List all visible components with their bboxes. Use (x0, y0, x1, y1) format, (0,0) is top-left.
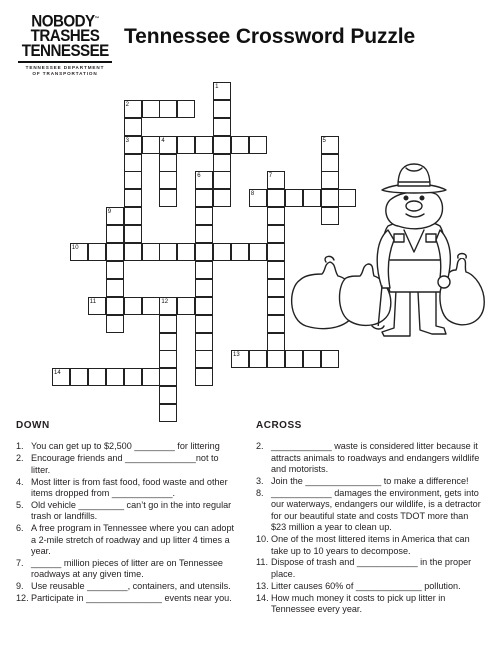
clue-text: Old vehicle _________ can’t go in the into regular trash or landfills. (31, 499, 232, 522)
down-clue (16, 453, 238, 476)
across-clue (256, 593, 482, 616)
crossword-cell (177, 297, 195, 315)
clue-number: 10 (71, 245, 79, 251)
clue-text: You can get up to $2,500 ________ for littering (31, 441, 220, 452)
down-clue (16, 581, 238, 592)
crossword-cell (142, 100, 160, 118)
crossword-cell (106, 225, 124, 243)
crossword-cell (124, 154, 142, 172)
clue-text: Participate in _______________ events near you. (31, 593, 232, 604)
crossword-cell (195, 333, 213, 351)
down-clue (16, 500, 238, 523)
crossword-cell (159, 100, 177, 118)
crossword-cell (195, 279, 213, 297)
clue-number-label: 2. (16, 453, 24, 464)
crossword-cell (159, 333, 177, 351)
crossword-cell (124, 118, 142, 136)
crossword-cell (177, 100, 195, 118)
crossword-cell (106, 243, 124, 261)
clue-text: Use reusable ________, containers, and utensils. (31, 581, 231, 592)
clue-number-label: 11. (256, 557, 268, 568)
crossword-cell (267, 189, 285, 207)
down-heading: DOWN (16, 420, 50, 431)
crossword-cell (195, 261, 213, 279)
clue-number: 11 (89, 298, 97, 305)
crossword-cell (267, 225, 285, 243)
page-title: Tennessee Crossword Puzzle (124, 25, 416, 48)
clue-number-label: 6. (16, 523, 24, 534)
logo-rule (18, 61, 112, 63)
clue-number-label: 9. (16, 581, 24, 592)
clue-text: Encourage friends and ______________not to litter. (31, 453, 219, 475)
clue-number: 4 (161, 137, 165, 144)
crossword-cell (124, 225, 142, 243)
crossword-cell (195, 136, 213, 154)
across-clue (256, 441, 482, 475)
crossword-cell (195, 189, 213, 207)
crossword-cell (213, 118, 231, 136)
crossword-cell (267, 261, 285, 279)
nobody-trashes-tennessee-logo (18, 12, 112, 77)
crossword-cell (106, 261, 124, 279)
clue-number: 6 (197, 173, 201, 180)
bear-mascot-illustration (286, 160, 486, 340)
crossword-cell (195, 350, 213, 368)
across-clue (256, 488, 482, 534)
crossword-cell (142, 243, 160, 261)
crossword-cell (124, 207, 142, 225)
crossword-cell (106, 368, 124, 386)
logo-line-1: NOBODY™ (31, 12, 99, 31)
clue-text: A free program in Tennessee where you can adopt a 2-mile stretch of roadway and up litter 4 times a year. (31, 523, 235, 557)
crossword-cell (106, 279, 124, 297)
logo-sub-1: TENNESSEE DEPARTMENT (25, 64, 105, 70)
trademark-mark: ™ (94, 16, 99, 22)
clue-number-label: 4. (16, 476, 24, 487)
crossword-cell (177, 136, 195, 154)
crossword-cell (124, 297, 142, 315)
crossword-cell (321, 350, 339, 368)
crossword-cell (195, 297, 213, 315)
crossword-cell (231, 136, 249, 154)
clue-text: ______ million pieces of litter are on Tennessee roadways at any given time. (31, 557, 223, 580)
crossword-cell (124, 171, 142, 189)
clue-text: Join the _______________ to make a difference! (271, 476, 469, 487)
clue-text: Litter causes 60% of _____________ pollution. (271, 580, 461, 591)
down-clue (16, 477, 238, 500)
clue-number-label: 14. (256, 592, 269, 603)
logo-line-3: TENNESSEE (21, 41, 109, 60)
down-clue (16, 441, 238, 452)
down-clues-column (16, 420, 238, 605)
crossword-cell (249, 243, 267, 261)
crossword-cell (285, 350, 303, 368)
clue-number: 9 (107, 209, 112, 216)
crossword-cell (195, 243, 213, 261)
across-clue (256, 581, 482, 592)
crossword-cell (142, 136, 160, 154)
clue-number-label: 5. (16, 499, 24, 510)
clue-number-label: 8. (256, 488, 264, 499)
clue-number: 8 (250, 191, 255, 198)
clue-text: Most litter is from fast food, food waste and other items dropped from ____________. (31, 476, 228, 499)
crossword-cell (159, 350, 177, 368)
clue-number: 2 (125, 101, 129, 108)
clue-number: 7 (268, 173, 273, 180)
crossword-cell (124, 243, 142, 261)
crossword-cell (213, 136, 231, 154)
clue-number: 3 (125, 137, 129, 144)
crossword-cell (267, 333, 285, 351)
logo-line-2: TRASHES (30, 27, 100, 45)
crossword-cell (213, 189, 231, 207)
crossword-cell (142, 368, 160, 386)
clue-number-label: 2. (256, 441, 264, 452)
crossword-cell (159, 171, 177, 189)
crossword-cell (159, 243, 177, 261)
crossword-cell (249, 350, 267, 368)
crossword-cell (267, 207, 285, 225)
crossword-cell (106, 297, 124, 315)
crossword-cell (213, 171, 231, 189)
crossword-cell (159, 315, 177, 333)
crossword-cell (159, 368, 177, 386)
crossword-cell (142, 297, 160, 315)
across-clues-column (256, 420, 482, 616)
across-heading: ACROSS (256, 420, 302, 431)
clue-text: ____________ damages the environment, gets into our waterways, endangers our wildlife, is a detractor for our beautiful state and costs TDOT more than $23 million a year to clean up. (271, 488, 481, 533)
crossword-cell (267, 297, 285, 315)
crossword-cell (195, 315, 213, 333)
clue-number-label: 3. (256, 476, 264, 487)
across-clue (256, 476, 482, 487)
crossword-cell (88, 243, 106, 261)
crossword-cell (267, 243, 285, 261)
crossword-cell (249, 136, 267, 154)
crossword-cell (267, 350, 285, 368)
clue-number-label: 1. (16, 441, 24, 452)
down-clue (16, 523, 238, 557)
clue-text: Dispose of trash and ____________ in the proper place. (271, 557, 472, 579)
clue-number: 12 (161, 298, 169, 305)
crossword-cell (124, 368, 142, 386)
crossword-cell (303, 350, 321, 368)
across-clue (256, 557, 482, 580)
crossword-cell (70, 368, 88, 386)
clue-number-label: 12. (16, 593, 29, 604)
crossword-cell (267, 315, 285, 333)
clue-number-label: 7. (16, 557, 24, 568)
crossword-cell (213, 154, 231, 172)
crossword-cell (195, 207, 213, 225)
clue-number-label: 13. (256, 580, 269, 591)
clue-number: 13 (233, 352, 240, 359)
clue-text: ____________ waste is considered litter because it attracts animals to roadways and endangers wildlife and motorists. (271, 441, 480, 475)
crossword-cell (124, 189, 142, 207)
crossword-cell (213, 100, 231, 118)
crossword-cell (213, 243, 231, 261)
down-clue (16, 593, 238, 604)
crossword-cell (195, 225, 213, 243)
clue-number: 5 (322, 137, 326, 144)
crossword-cell (267, 279, 285, 297)
crossword-cell (88, 368, 106, 386)
clue-text: How much money it costs to pick up litter in Tennessee every year. (271, 592, 446, 615)
logo-sub-2: OF TRANSPORTATION (32, 70, 98, 76)
clue-text: One of the most littered items in America that can take up to 10 years to decompose. (271, 534, 470, 556)
clue-number: 1 (215, 83, 219, 90)
across-clue (256, 534, 482, 557)
crossword-cell (231, 243, 249, 261)
clue-number-label: 10. (256, 534, 269, 545)
crossword-cell (159, 154, 177, 172)
crossword-cell (177, 243, 195, 261)
crossword-cell (159, 189, 177, 207)
crossword-cell (195, 368, 213, 386)
down-clue (16, 558, 238, 581)
clue-number: 14 (54, 370, 61, 377)
crossword-cell (159, 386, 177, 404)
crossword-cell (106, 315, 124, 333)
